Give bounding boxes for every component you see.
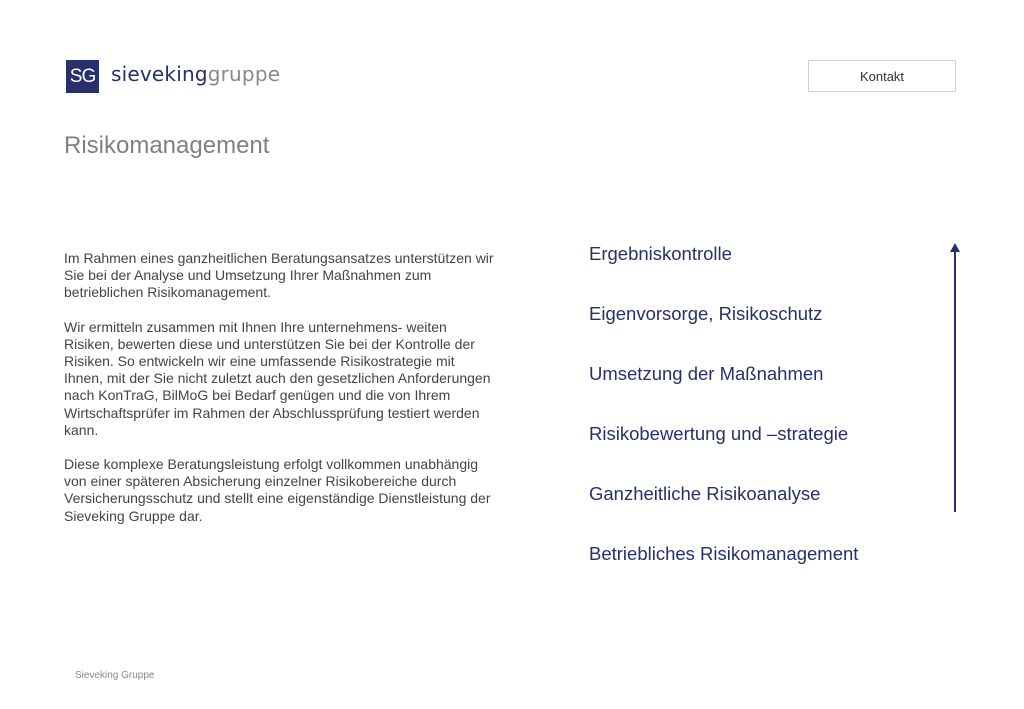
- page-title: Risikomanagement: [64, 132, 270, 159]
- logo-mark: SG: [66, 60, 99, 93]
- footer-text: Sieveking Gruppe: [75, 670, 155, 681]
- body-text: [64, 250, 494, 542]
- step-item: Betriebliches Risikomanagement: [589, 543, 859, 564]
- logo-wordmark: [111, 62, 280, 86]
- logo-word-sieveking: sieveking: [111, 61, 208, 86]
- step-item: Umsetzung der Maßnahmen: [589, 363, 824, 384]
- logo-word-gruppe: gruppe: [207, 61, 281, 86]
- paragraph-independence: Diese komplexe Beratungsleistung erfolgt vollkommen unabhängig von einer späteren Absicherung einzelner Risikobereiche durch Versicherungsschutz und stellt eine eigenständige Dienstleistung der Sieveking Gruppe dar.: [64, 456, 491, 524]
- upward-arrow-icon: [947, 242, 963, 514]
- step-item: Ergebniskontrolle: [589, 243, 732, 264]
- step-item: Ganzheitliche Risikoanalyse: [589, 483, 821, 504]
- sieveking-logo[interactable]: [66, 60, 280, 93]
- paragraph-intro: Im Rahmen eines ganzheitlichen Beratungsansatzes unterstützen wir Sie bei der Analyse und Umsetzung Ihrer Maßnahmen zum betrieblichen Risikomanagement.: [64, 250, 494, 301]
- risk-management-steps: [589, 242, 858, 602]
- step-item: Eigenvorsorge, Risikoschutz: [589, 303, 823, 324]
- paragraph-approach: Wir ermitteln zusammen mit Ihnen Ihre unternehmens- weiten Risiken, bewerten diese und unterstützen Sie bei der Kontrolle der Risiken. So entwickeln wir eine umfassende Risikostrategie mit Ihnen, mit der Sie nicht zuletzt auch den gesetzlichen Anforderungen nach KonTraG, BilMoG bei Bedarf genügen und die von Ihrem Wirtschaftsprüfer im Rahmen der Abschlussprüfung testiert werden kann.: [64, 318, 491, 438]
- kontakt-button[interactable]: Kontakt: [808, 60, 956, 92]
- step-item: Risikobewertung und –strategie: [589, 423, 849, 444]
